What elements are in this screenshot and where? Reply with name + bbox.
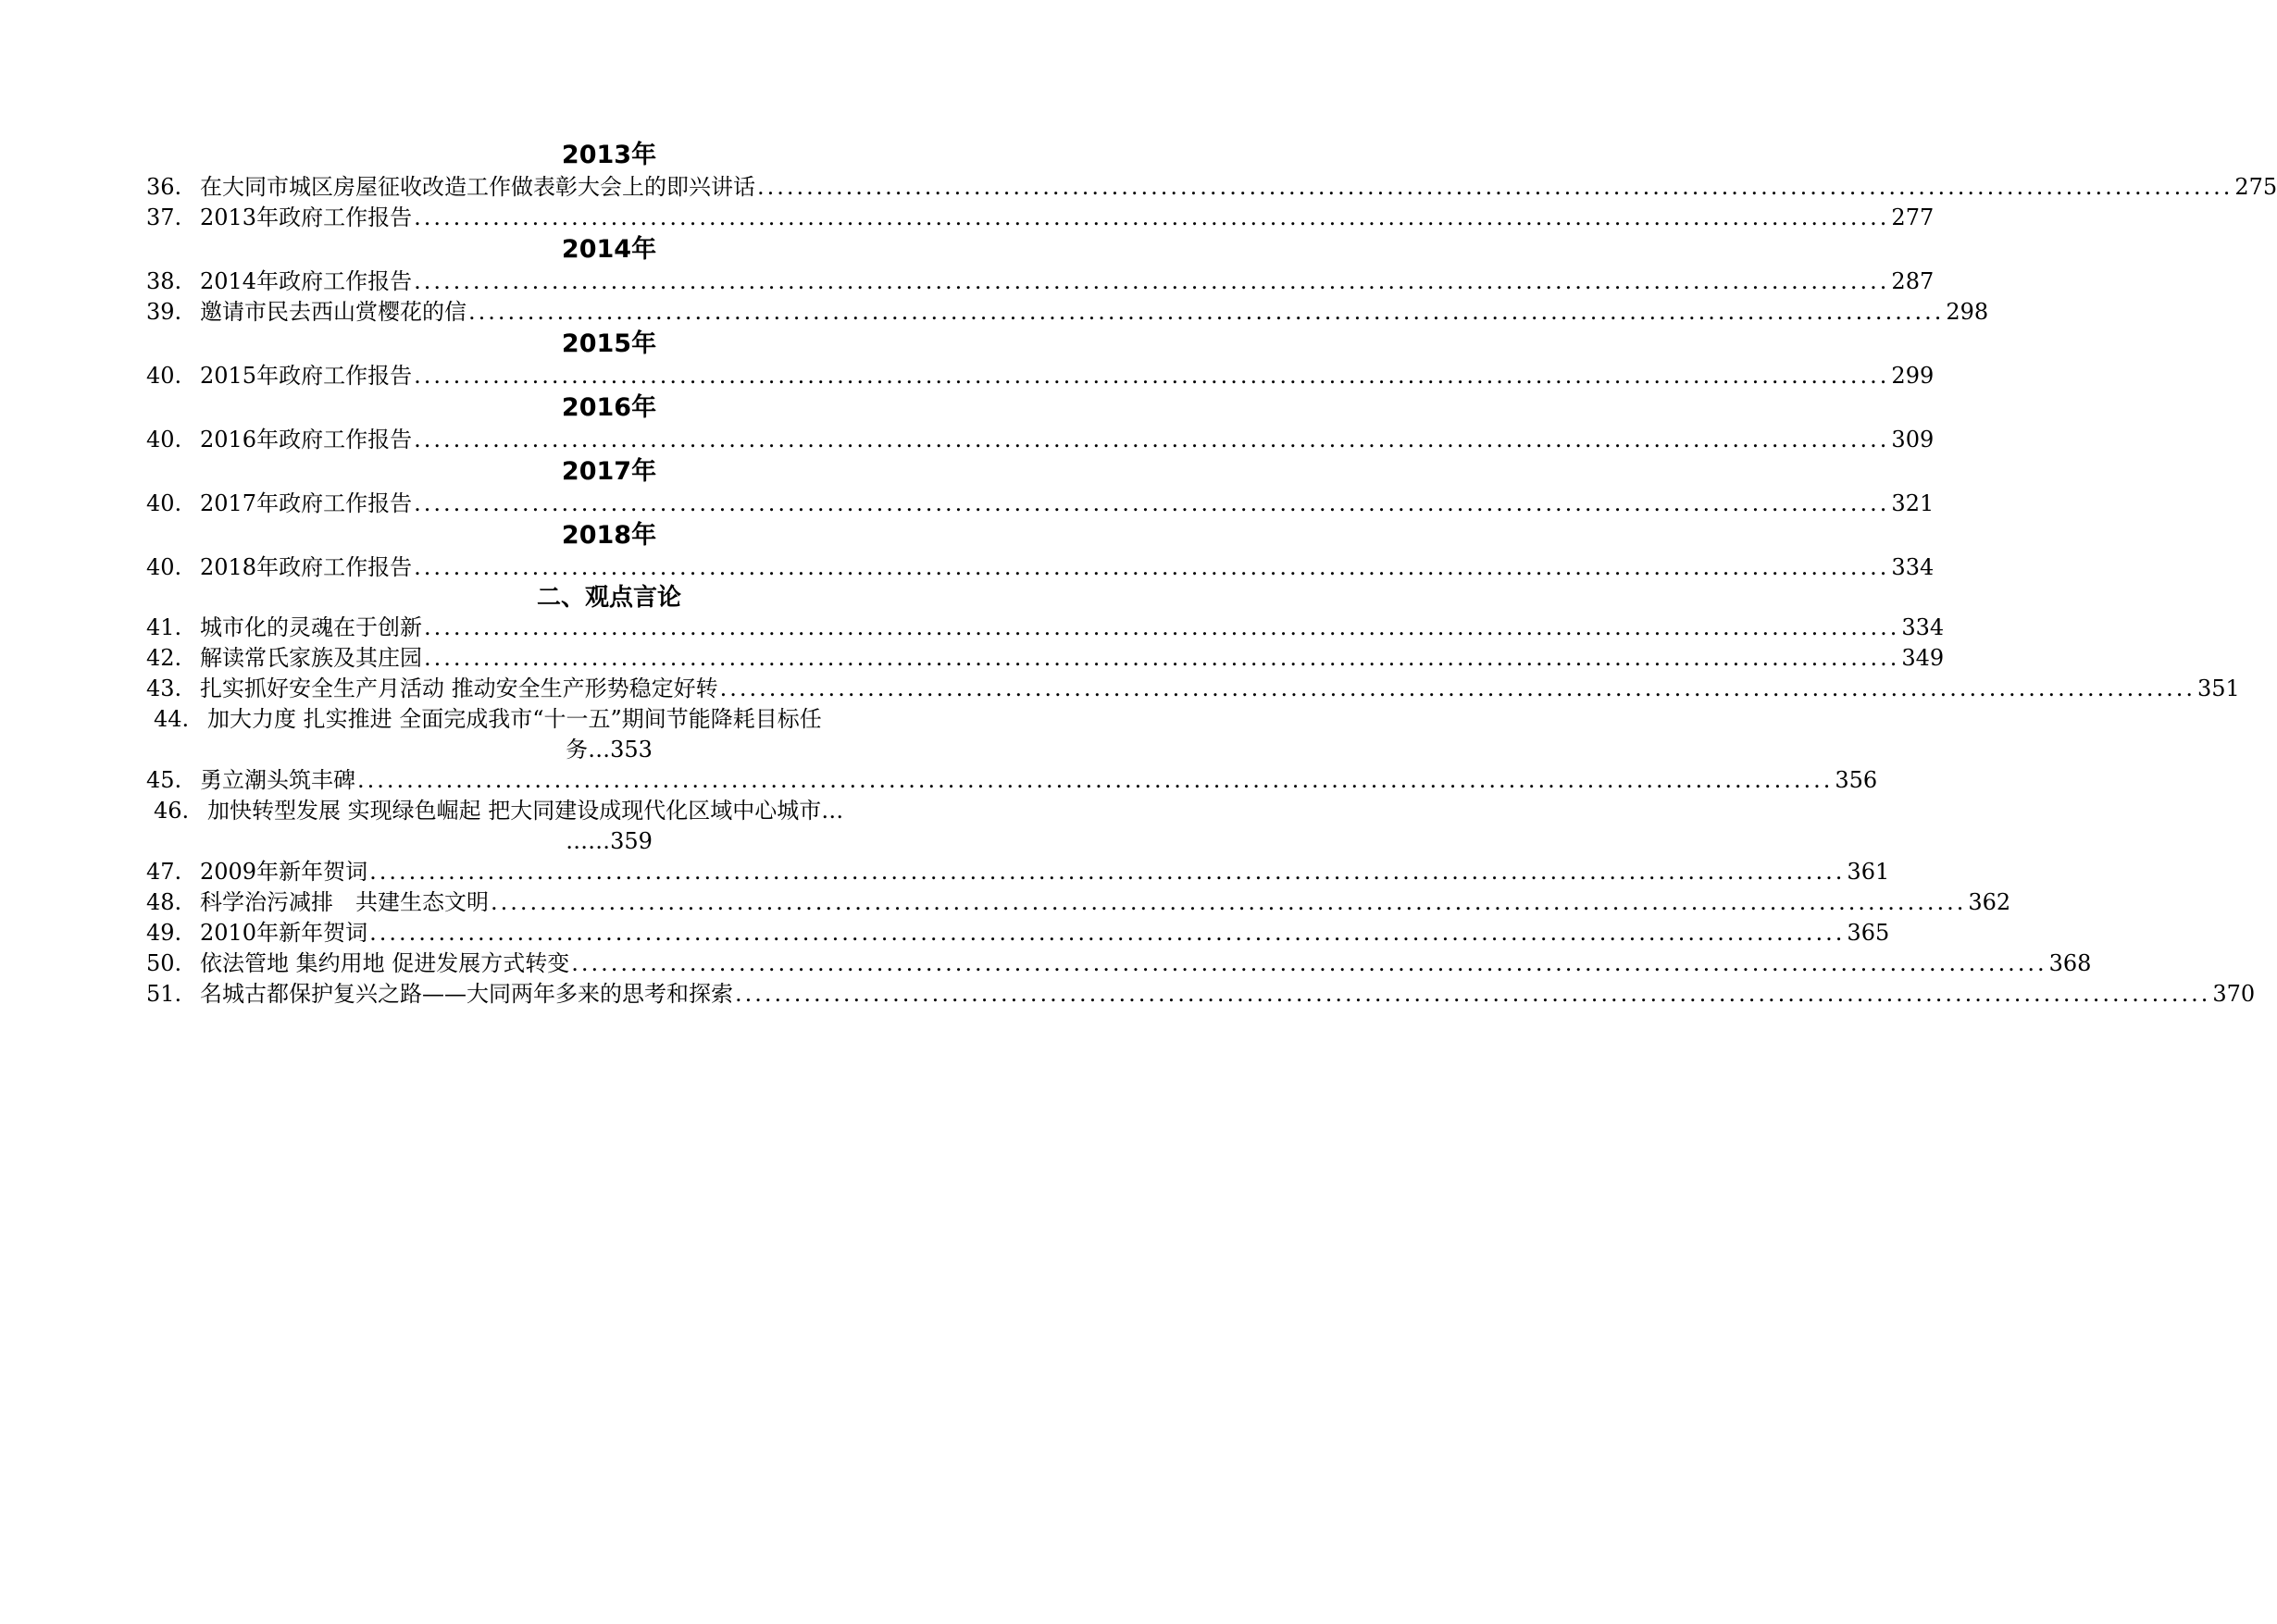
entry-title: 邀请市民去西山赏樱花的信 (200, 299, 467, 325)
entry-page-number: 356 (1835, 767, 1878, 793)
entry-number: 46. (154, 798, 190, 824)
entry-title: 城市化的灵魂在于创新 (200, 614, 422, 640)
toc-entry-wrapped[interactable] (146, 704, 1072, 765)
section-heading-2018: 2018年 (561, 521, 657, 550)
entry-page-number: 275 (2234, 174, 2277, 200)
dot-leader: ...................................................................................................................................................... (719, 676, 2196, 701)
entry-title: 2018年政府工作报告 (200, 554, 413, 580)
entry-line-2: 务…353 (566, 737, 653, 762)
dot-leader: ...................................................................................................................................................... (414, 363, 1890, 389)
toc-entry[interactable] (146, 979, 2256, 1010)
entry-line-1 (146, 704, 1072, 735)
entry-line-1 (146, 796, 1072, 826)
dot-leader: ...................................................................................................................................................... (369, 920, 1846, 946)
dot-leader: ...................................................................................................................................................... (414, 268, 1890, 294)
dot-leader: ...................................................................................................................................................... (571, 950, 2047, 976)
dot-leader: ...................................................................................................................................................... (468, 299, 1945, 325)
entry-number: 47. (146, 859, 182, 885)
entry-page-number: 362 (1968, 889, 2011, 915)
entry-title: 2014年政府工作报告 (200, 268, 413, 294)
entry-title: 2016年政府工作报告 (200, 427, 413, 452)
entry-number: 50. (146, 950, 182, 976)
entry-page-number: 370 (2212, 981, 2256, 1007)
entry-title: 解读常氏家族及其庄园 (200, 645, 422, 671)
dot-leader: ...................................................................................................................................................... (424, 645, 1900, 671)
entry-number: 40. (146, 427, 182, 452)
section-heading-2013: 2013年 (561, 141, 657, 169)
toc-entry[interactable] (146, 674, 2240, 704)
dot-leader: ...................................................................................................................................................... (491, 889, 1967, 915)
entry-page-number: 368 (2048, 950, 2092, 976)
entry-title: 2015年政府工作报告 (200, 363, 413, 389)
entry-title: 2010年新年贺词 (200, 920, 368, 946)
entry-title: 名城古都保护复兴之路——大同两年多来的思考和探索 (200, 981, 733, 1007)
entry-title: 在大同市城区房屋征收改造工作做表彰大会上的即兴讲话 (200, 174, 755, 200)
entry-page-number: 298 (1946, 299, 1989, 325)
toc-entry[interactable] (146, 425, 1935, 455)
dot-leader: ...................................................................................................................................................... (414, 427, 1890, 452)
entry-number: 40. (146, 363, 182, 389)
toc-entry[interactable] (146, 643, 1945, 674)
entry-line-2: ……359 (566, 828, 653, 854)
table-of-contents (146, 139, 2277, 1010)
toc-entry-wrapped[interactable] (146, 796, 1072, 857)
dot-leader: ...................................................................................................................................................... (424, 614, 1900, 640)
toc-entry[interactable] (146, 887, 2011, 918)
toc-entry[interactable] (146, 172, 2277, 203)
entry-title: 勇立潮头筑丰碑 (200, 767, 355, 793)
entry-page-number: 309 (1891, 427, 1935, 452)
dot-leader: ...................................................................................................................................................... (414, 205, 1890, 230)
entry-page-number: 277 (1891, 205, 1935, 230)
entry-page-number: 365 (1847, 920, 1890, 946)
toc-entry[interactable] (146, 857, 1890, 887)
toc-entry[interactable] (146, 765, 1878, 796)
entry-number: 44. (154, 706, 190, 732)
entry-title: 2013年政府工作报告 (200, 205, 413, 230)
toc-entry[interactable] (146, 948, 2092, 979)
dot-leader: ...................................................................................................................................................... (369, 859, 1846, 885)
section-heading-2017: 2017年 (561, 457, 657, 486)
entry-number: 49. (146, 920, 182, 946)
dot-leader: ...................................................................................................................................................... (735, 981, 2211, 1007)
dot-leader: ...................................................................................................................................................... (414, 490, 1890, 516)
entry-page-number: 321 (1891, 490, 1935, 516)
entry-number: 48. (146, 889, 182, 915)
entry-title: 科学治污减排 共建生态文明 (200, 889, 489, 915)
toc-entry[interactable] (146, 489, 1935, 519)
toc-entry[interactable] (146, 552, 1935, 583)
toc-entry[interactable] (146, 203, 1935, 233)
entry-number: 36. (146, 174, 182, 200)
entry-number: 37. (146, 205, 182, 230)
entry-page-number: 287 (1891, 268, 1935, 294)
entry-number: 43. (146, 676, 182, 701)
entry-title: 扎实抓好安全生产月活动 推动安全生产形势稳定好转 (200, 676, 718, 701)
entry-page-number: 361 (1847, 859, 1890, 885)
toc-entry[interactable] (146, 613, 1945, 643)
dot-leader: ...................................................................................................................................................... (757, 174, 2233, 200)
dot-leader: ...................................................................................................................................................... (414, 554, 1890, 580)
entry-number: 41. (146, 614, 182, 640)
entry-page-number: 299 (1891, 363, 1935, 389)
entry-number: 40. (146, 554, 182, 580)
toc-entry[interactable] (146, 918, 1890, 948)
section-heading-2014: 2014年 (561, 235, 657, 264)
section-heading-2015: 2015年 (561, 329, 657, 358)
entry-title: 2009年新年贺词 (200, 859, 368, 885)
toc-entry[interactable] (146, 361, 1935, 391)
entry-page-number: 351 (2196, 676, 2240, 701)
entry-page-number: 334 (1901, 614, 1945, 640)
entry-number: 42. (146, 645, 182, 671)
entry-page-number: 349 (1901, 645, 1945, 671)
entry-number: 40. (146, 490, 182, 516)
dot-leader: ...................................................................................................................................................... (357, 767, 1834, 793)
section-heading-part2: 二、观点言论 (536, 584, 681, 612)
entry-title: 2017年政府工作报告 (200, 490, 413, 516)
entry-number: 51. (146, 981, 182, 1007)
entry-number: 45. (146, 767, 182, 793)
toc-entry[interactable] (146, 297, 1989, 328)
entry-title: 加快转型发展 实现绿色崛起 把大同建设成现代化区域中心城市… (207, 798, 844, 824)
entry-page-number: 334 (1891, 554, 1935, 580)
entry-number: 38. (146, 268, 182, 294)
toc-entry[interactable] (146, 267, 1935, 297)
section-heading-2016: 2016年 (561, 393, 657, 422)
entry-title: 加大力度 扎实推进 全面完成我市“十一五”期间节能降耗目标任 (207, 706, 822, 732)
entry-title: 依法管地 集约用地 促进发展方式转变 (200, 950, 570, 976)
entry-number: 39. (146, 299, 182, 325)
